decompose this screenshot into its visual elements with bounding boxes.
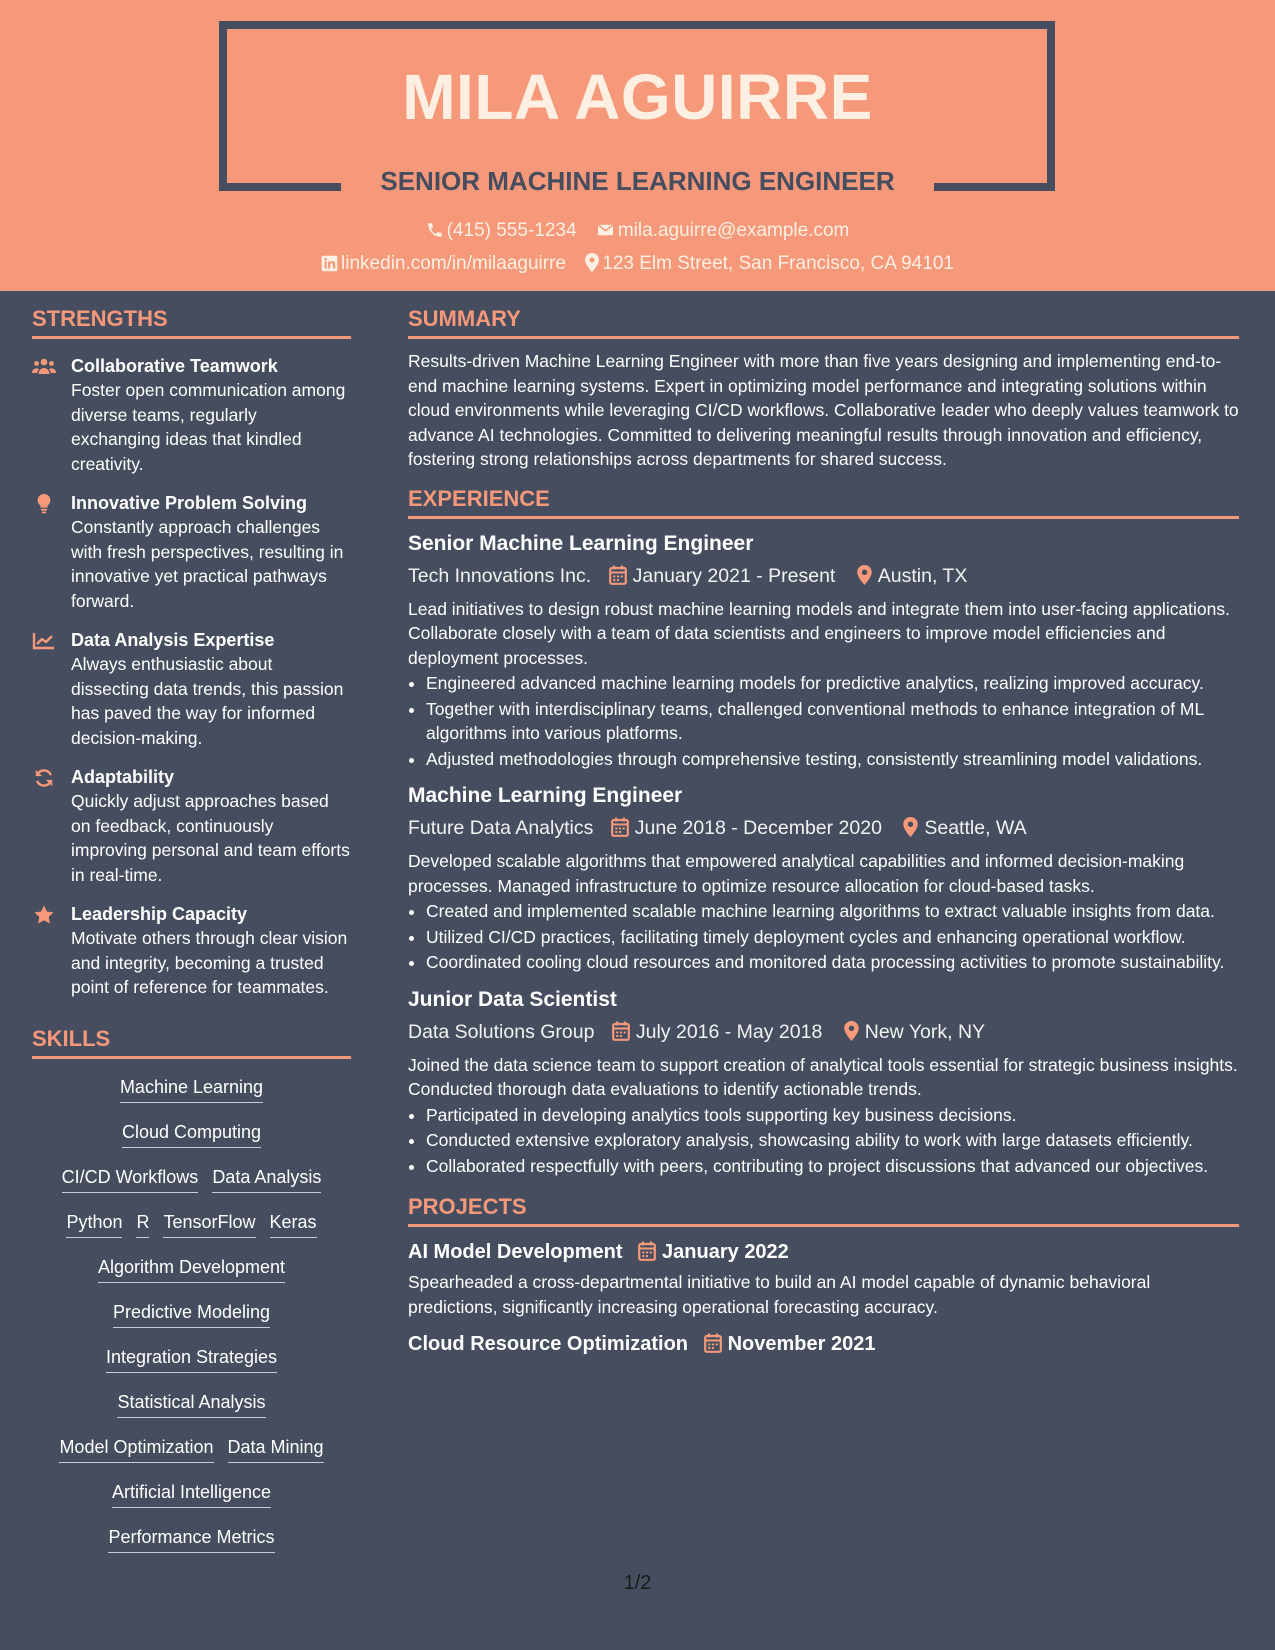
job-bullet: • Utilized CI/CD practices, facilitating timely deployment cycles and enhancing operational workflow. [426,925,1239,950]
strength-desc: Foster open communication among diverse teams, regularly exchanging ideas that kindled creativity. [71,380,346,474]
strength-name: Innovative Problem Solving [71,493,308,513]
job-meta [408,1017,1239,1047]
job-entry [408,529,1239,772]
summary-heading: SUMMARY [408,306,1239,339]
job-bullets [408,1103,1239,1179]
project-date: January 2022 [662,1241,789,1263]
strength-item [32,628,351,750]
map-pin-icon [585,253,599,272]
skill-tag: Performance Metrics [108,1523,274,1553]
job-bullet: • Collaborated respectfully with peers, contributing to project discussions that advanced our objectives. [426,1154,1239,1179]
skill-row [32,1118,351,1148]
job-dates: June 2018 - December 2020 [634,817,882,839]
candidate-title: SENIOR MACHINE LEARNING ENGINEER [380,166,895,196]
chart-line-icon [32,630,56,652]
job-description: Joined the data science team to support creation of analytical tools essential for strategic business insights. Conducted thorough data evaluations to identify actionable trends. [408,1054,1238,1099]
skill-tag: TensorFlow [163,1208,255,1238]
job-bullets [408,899,1239,975]
job-bullet: • Conducted extensive exploratory analysis, showcasing ability to work with large datasets efficiently. [426,1128,1239,1153]
strength-name: Adaptability [71,767,175,787]
skill-tag: Predictive Modeling [113,1298,270,1328]
email-text: mila.aguirre@example.com [617,220,850,241]
job-bullet: • Together with interdisciplinary teams, challenged conventional methods to enhance integration of ML algorithms into various platforms. [426,697,1239,746]
skills-heading: SKILLS [32,1026,351,1059]
experience-heading: EXPERIENCE [408,486,1239,519]
job-bullet: • Adjusted methodologies through comprehensive testing, consistently streamlining model validations. [426,747,1239,772]
job-entry [408,781,1239,975]
skill-row [32,1433,351,1463]
project-header [408,1329,1239,1359]
strength-item [32,902,351,1000]
skill-tag: R [136,1208,149,1238]
skill-tag: Machine Learning [120,1073,263,1103]
strength-desc: Always enthusiastic about dissecting data trends, this passion has paved the way for informed decision-making. [71,654,344,748]
job-description: Lead initiatives to design robust machine learning models and integrate them into user-facing applications. Collaborate closely with a team of data scientists and engineers to improve model efficiencies and deployment processes. [408,598,1231,668]
address-text: 123 Elm Street, San Francisco, CA 94101 [602,253,954,274]
contact-line-2 [0,253,1275,275]
skill-row [32,1253,351,1283]
job-bullet: • Participated in developing analytics tools supporting key business decisions. [426,1103,1239,1128]
resume-header [0,0,1275,291]
project-entry [408,1237,1239,1319]
skill-row [32,1478,351,1508]
skill-row [32,1163,351,1193]
project-name: Cloud Resource Optimization [408,1333,689,1355]
strength-desc: Motivate others through clear vision and integrity, becoming a trusted point of reference for teammates. [71,928,348,997]
skills-list [32,1073,351,1553]
skill-tag: Data Mining [228,1433,324,1463]
job-location: New York, NY [864,1020,986,1043]
skill-row [32,1208,351,1238]
job-title: Junior Data Scientist [408,987,617,1011]
job-bullet: • Engineered advanced machine learning models for predictive analytics, realizing improved accuracy. [426,671,1239,696]
skill-tag: Python [66,1208,122,1238]
skill-row [32,1523,351,1553]
strength-name: Collaborative Teamwork [71,356,278,376]
job-description: Developed scalable algorithms that empowered analytical capabilities and informed decision-making processes. Managed infrastructure to optimize resource allocation for cloud-based tasks. [408,851,1185,896]
project-header [408,1237,1239,1267]
lightbulb-icon [32,493,56,515]
skill-tag: Statistical Analysis [117,1388,265,1418]
skill-tag: Integration Strategies [106,1343,277,1373]
job-location: Seattle, WA [924,817,1027,839]
skill-row [32,1388,351,1418]
skill-row [32,1073,351,1103]
left-column [32,306,351,1568]
linkedin-text: linkedin.com/in/milaaguirre [341,253,566,274]
strength-item [32,491,351,613]
project-date: November 2021 [727,1333,876,1355]
project-description: Spearheaded a cross-departmental initiative to build an AI model capable of dynamic behavioral predictions, significantly increasing operational forecasting accuracy. [408,1272,1151,1317]
job-bullet: • Coordinated cooling cloud resources and monitored data processing activities to promote sustainability. [426,950,1239,975]
address-contact [585,253,954,275]
envelope-icon [596,221,615,239]
skill-tag: Algorithm Development [98,1253,285,1283]
calendar-icon [704,1333,722,1353]
phone-icon [426,221,444,239]
calendar-icon [609,565,627,585]
email-contact[interactable] [596,220,850,242]
star-icon [32,904,56,926]
job-bullet: • Created and implemented scalable machine learning algorithms to extract valuable insights from data. [426,899,1239,924]
job-dates: July 2016 - May 2018 [635,1020,823,1043]
users-icon [32,356,56,378]
job-title: Senior Machine Learning Engineer [408,531,754,555]
project-name: AI Model Development [408,1241,623,1263]
job-company: Future Data Analytics [408,817,594,839]
map-pin-icon [903,817,918,837]
strength-desc: Quickly adjust approaches based on feedback, continuously improving personal and team efforts in real-time. [71,791,350,885]
job-bullets [408,671,1239,771]
phone-contact[interactable] [426,220,577,242]
sync-icon [32,767,56,789]
phone-text: (415) 555-1234 [446,220,577,241]
summary-text: Results-driven Machine Learning Engineer with more than five years designing and implementing end-to-end machine learning systems. Expert in optimizing model performance and integrating solutions within cloud environments while leveraging CI/CD workflows. Collaborative leader who deeply values teamwork to advance AI technologies. Committed to delivering meaningful results through innovation and efficiency, fostering strong relationships across departments for shared success. [408,351,1239,469]
job-entry [408,985,1239,1179]
map-pin-icon [844,1021,859,1041]
job-meta [408,561,1239,591]
project-entry [408,1329,1239,1359]
linkedin-icon [321,255,338,272]
job-company: Tech Innovations Inc. [408,564,592,587]
job-company: Data Solutions Group [408,1020,595,1043]
map-pin-icon [857,565,872,585]
strength-desc: Constantly approach challenges with fresh perspectives, resulting in innovative yet practical pathways forward. [71,517,344,611]
page-number: 1/2 [623,1572,652,1594]
calendar-icon [638,1241,656,1261]
job-location: Austin, TX [877,564,968,587]
skill-tag: Artificial Intelligence [112,1478,271,1508]
skill-tag: Cloud Computing [122,1118,261,1148]
calendar-icon [611,817,629,837]
strength-name: Data Analysis Expertise [71,630,275,650]
strength-item [32,765,351,887]
skill-tag: Model Optimization [59,1433,213,1463]
skill-row [32,1298,351,1328]
strength-name: Leadership Capacity [71,904,248,924]
job-title: Machine Learning Engineer [408,784,683,807]
contact-line-1 [0,220,1275,242]
skill-row [32,1343,351,1373]
calendar-icon [612,1021,630,1041]
candidate-name: MILA AGUIRRE [402,61,873,133]
skill-tag: Data Analysis [212,1163,321,1193]
linkedin-contact[interactable] [321,253,566,275]
skill-tag: CI/CD Workflows [62,1163,199,1193]
strength-item [32,354,351,476]
right-column [408,306,1239,1359]
skill-tag: Keras [270,1208,317,1238]
strengths-heading: STRENGTHS [32,306,351,339]
job-meta [408,813,1239,843]
job-dates: January 2021 - Present [632,564,836,587]
projects-heading: PROJECTS [408,1194,1239,1227]
